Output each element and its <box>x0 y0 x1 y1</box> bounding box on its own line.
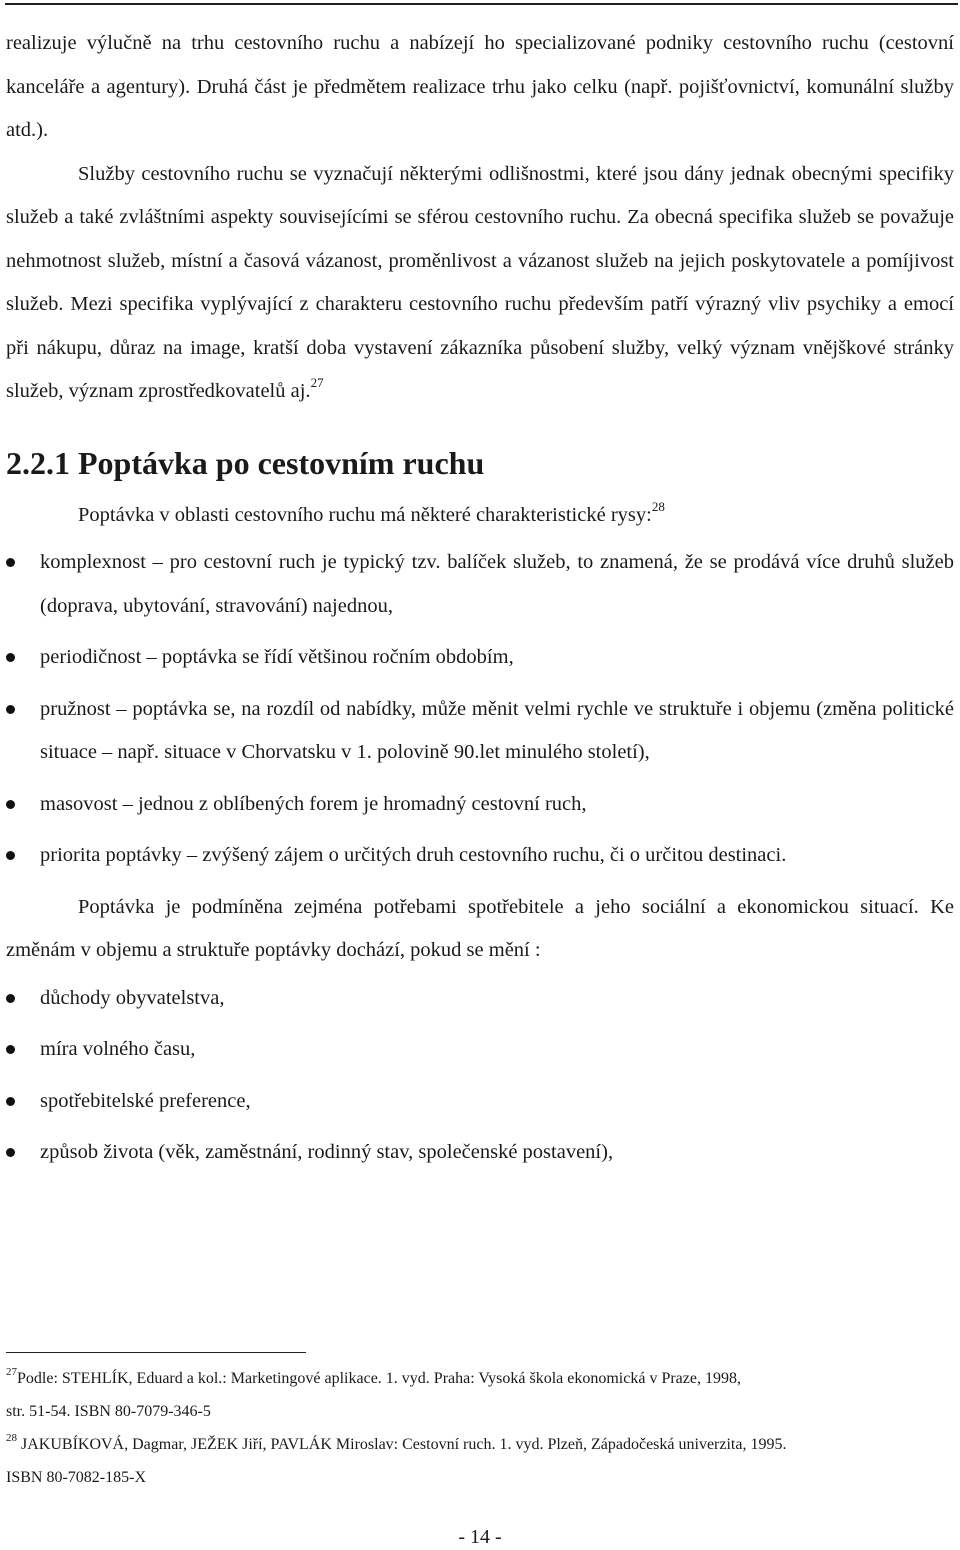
list-item-text: pružnost – poptávka se, na rozdíl od nabídky, může měnit velmi rychle ve struktuře i objemu (změna politické situace – např. situace v Chorvatsku v 1. polovině 90.let minulého století), <box>40 697 954 763</box>
list-item <box>6 1131 954 1175</box>
footnote-separator <box>6 1352 306 1353</box>
list-item <box>6 834 954 878</box>
paragraph-services <box>6 153 954 414</box>
paragraph-services-text: Služby cestovního ruchu se vyznačují některými odlišnostmi, které jsou dány jednak obecnými specifiky služeb a také zvláštními aspekty souvisejícími se sférou cestovního ruchu. Za obecná specifika služeb se považuje nehmotnost služeb, místní a časová vázanost, proměnlivost a vázanost služeb na jejich poskytovatele a pomíjivost služeb. Mezi specifika vyplývající z charakteru cestovního ruchu především patří výrazný vliv psychiky a emocí při nákupu, důraz na image, kratší doba vystavení zákazníka působení služby, velký význam vnějškové stránky služeb, význam zprostředkovatelů aj. <box>6 162 954 402</box>
list-item <box>6 636 954 680</box>
list-item <box>6 688 954 775</box>
bullet-icon <box>6 1148 15 1157</box>
bullet-icon <box>6 705 15 714</box>
footnote-27-continuation: str. 51-54. ISBN 80-7079-346-5 <box>6 1403 211 1420</box>
bullet-icon <box>6 851 15 860</box>
paragraph-demand: Poptávka je podmíněna zejména potřebami spotřebitele a jeho sociální a ekonomickou situací. Ke změnám v objemu a struktuře poptávky dochází, pokud se mění : <box>6 895 954 961</box>
list-item <box>6 1028 954 1072</box>
factor-list <box>6 977 954 1175</box>
footnote-ref-28: 28 <box>651 498 665 514</box>
list-item <box>6 541 954 628</box>
bullet-icon <box>6 994 15 1003</box>
list-item-text: priorita poptávky – zvýšený zájem o určitých druh cestovního ruchu, či o určitou destinaci. <box>40 844 787 866</box>
list-item <box>6 1080 954 1124</box>
list-item <box>6 783 954 827</box>
footnote-text: Podle: STEHLÍK, Eduard a kol.: Marketingové aplikace. 1. vyd. Praha: Vysoká škola ekonomická v Praze, 1998, <box>17 1370 741 1387</box>
page-number: - 14 - <box>458 1526 502 1548</box>
footnotes <box>6 1362 954 1494</box>
list-item-text: spotřebitelské preference, <box>40 1089 251 1112</box>
bullet-icon <box>6 800 15 809</box>
footnote-28 <box>6 1428 954 1461</box>
list-item-text: míra volného času, <box>40 1038 196 1060</box>
list-item-text: důchody obyvatelstva, <box>40 986 225 1009</box>
feature-list <box>6 541 954 878</box>
footnote-text: JAKUBÍKOVÁ, Dagmar, JEŽEK Jiří, PAVLÁK Miroslav: Cestovní ruch. 1. vyd. Plzeň, Západočeská univerzita, 1995. <box>17 1436 787 1453</box>
bullet-icon <box>6 1045 15 1054</box>
page-body <box>6 22 954 1183</box>
bullet-icon <box>6 558 15 567</box>
bullet-icon <box>6 653 15 662</box>
list-item <box>6 977 954 1021</box>
section-intro-text: Poptávka v oblasti cestovního ruchu má některé charakteristické rysy: <box>78 503 652 526</box>
paragraph-continuation: realizuje výlučně na trhu cestovního ruchu a nabízejí ho specializované podniky cestovního ruchu (cestovní kanceláře a agentury). Druhá část je předmětem realizace trhu jako celku (např. pojišťovnictví, komunální služby atd.). <box>6 32 954 141</box>
top-rule <box>5 3 958 5</box>
section-heading: 2.2.1 Poptávka po cestovním ruchu <box>6 444 485 481</box>
footnote-ref-27: 27 <box>310 375 324 390</box>
bullet-icon <box>6 1097 15 1106</box>
list-item-text: periodičnost – poptávka se řídí většinou ročním obdobím, <box>40 646 514 668</box>
section-intro <box>6 494 954 538</box>
list-item-text: masovost – jednou z oblíbených forem je hromadný cestovní ruch, <box>40 792 587 815</box>
list-item-text: způsob života (věk, zaměstnání, rodinný stav, společenské postavení), <box>40 1141 614 1163</box>
footnote-28-continuation: ISBN 80-7082-185-X <box>6 1469 146 1486</box>
list-item-text: komplexnost – pro cestovní ruch je typický tzv. balíček služeb, to znamená, že se prodává více druhů služeb (doprava, ubytování, stravování) najednou, <box>40 551 954 617</box>
footnote-number: 28 <box>6 1432 17 1444</box>
footnote-27 <box>6 1362 954 1395</box>
footnote-number: 27 <box>6 1366 17 1378</box>
